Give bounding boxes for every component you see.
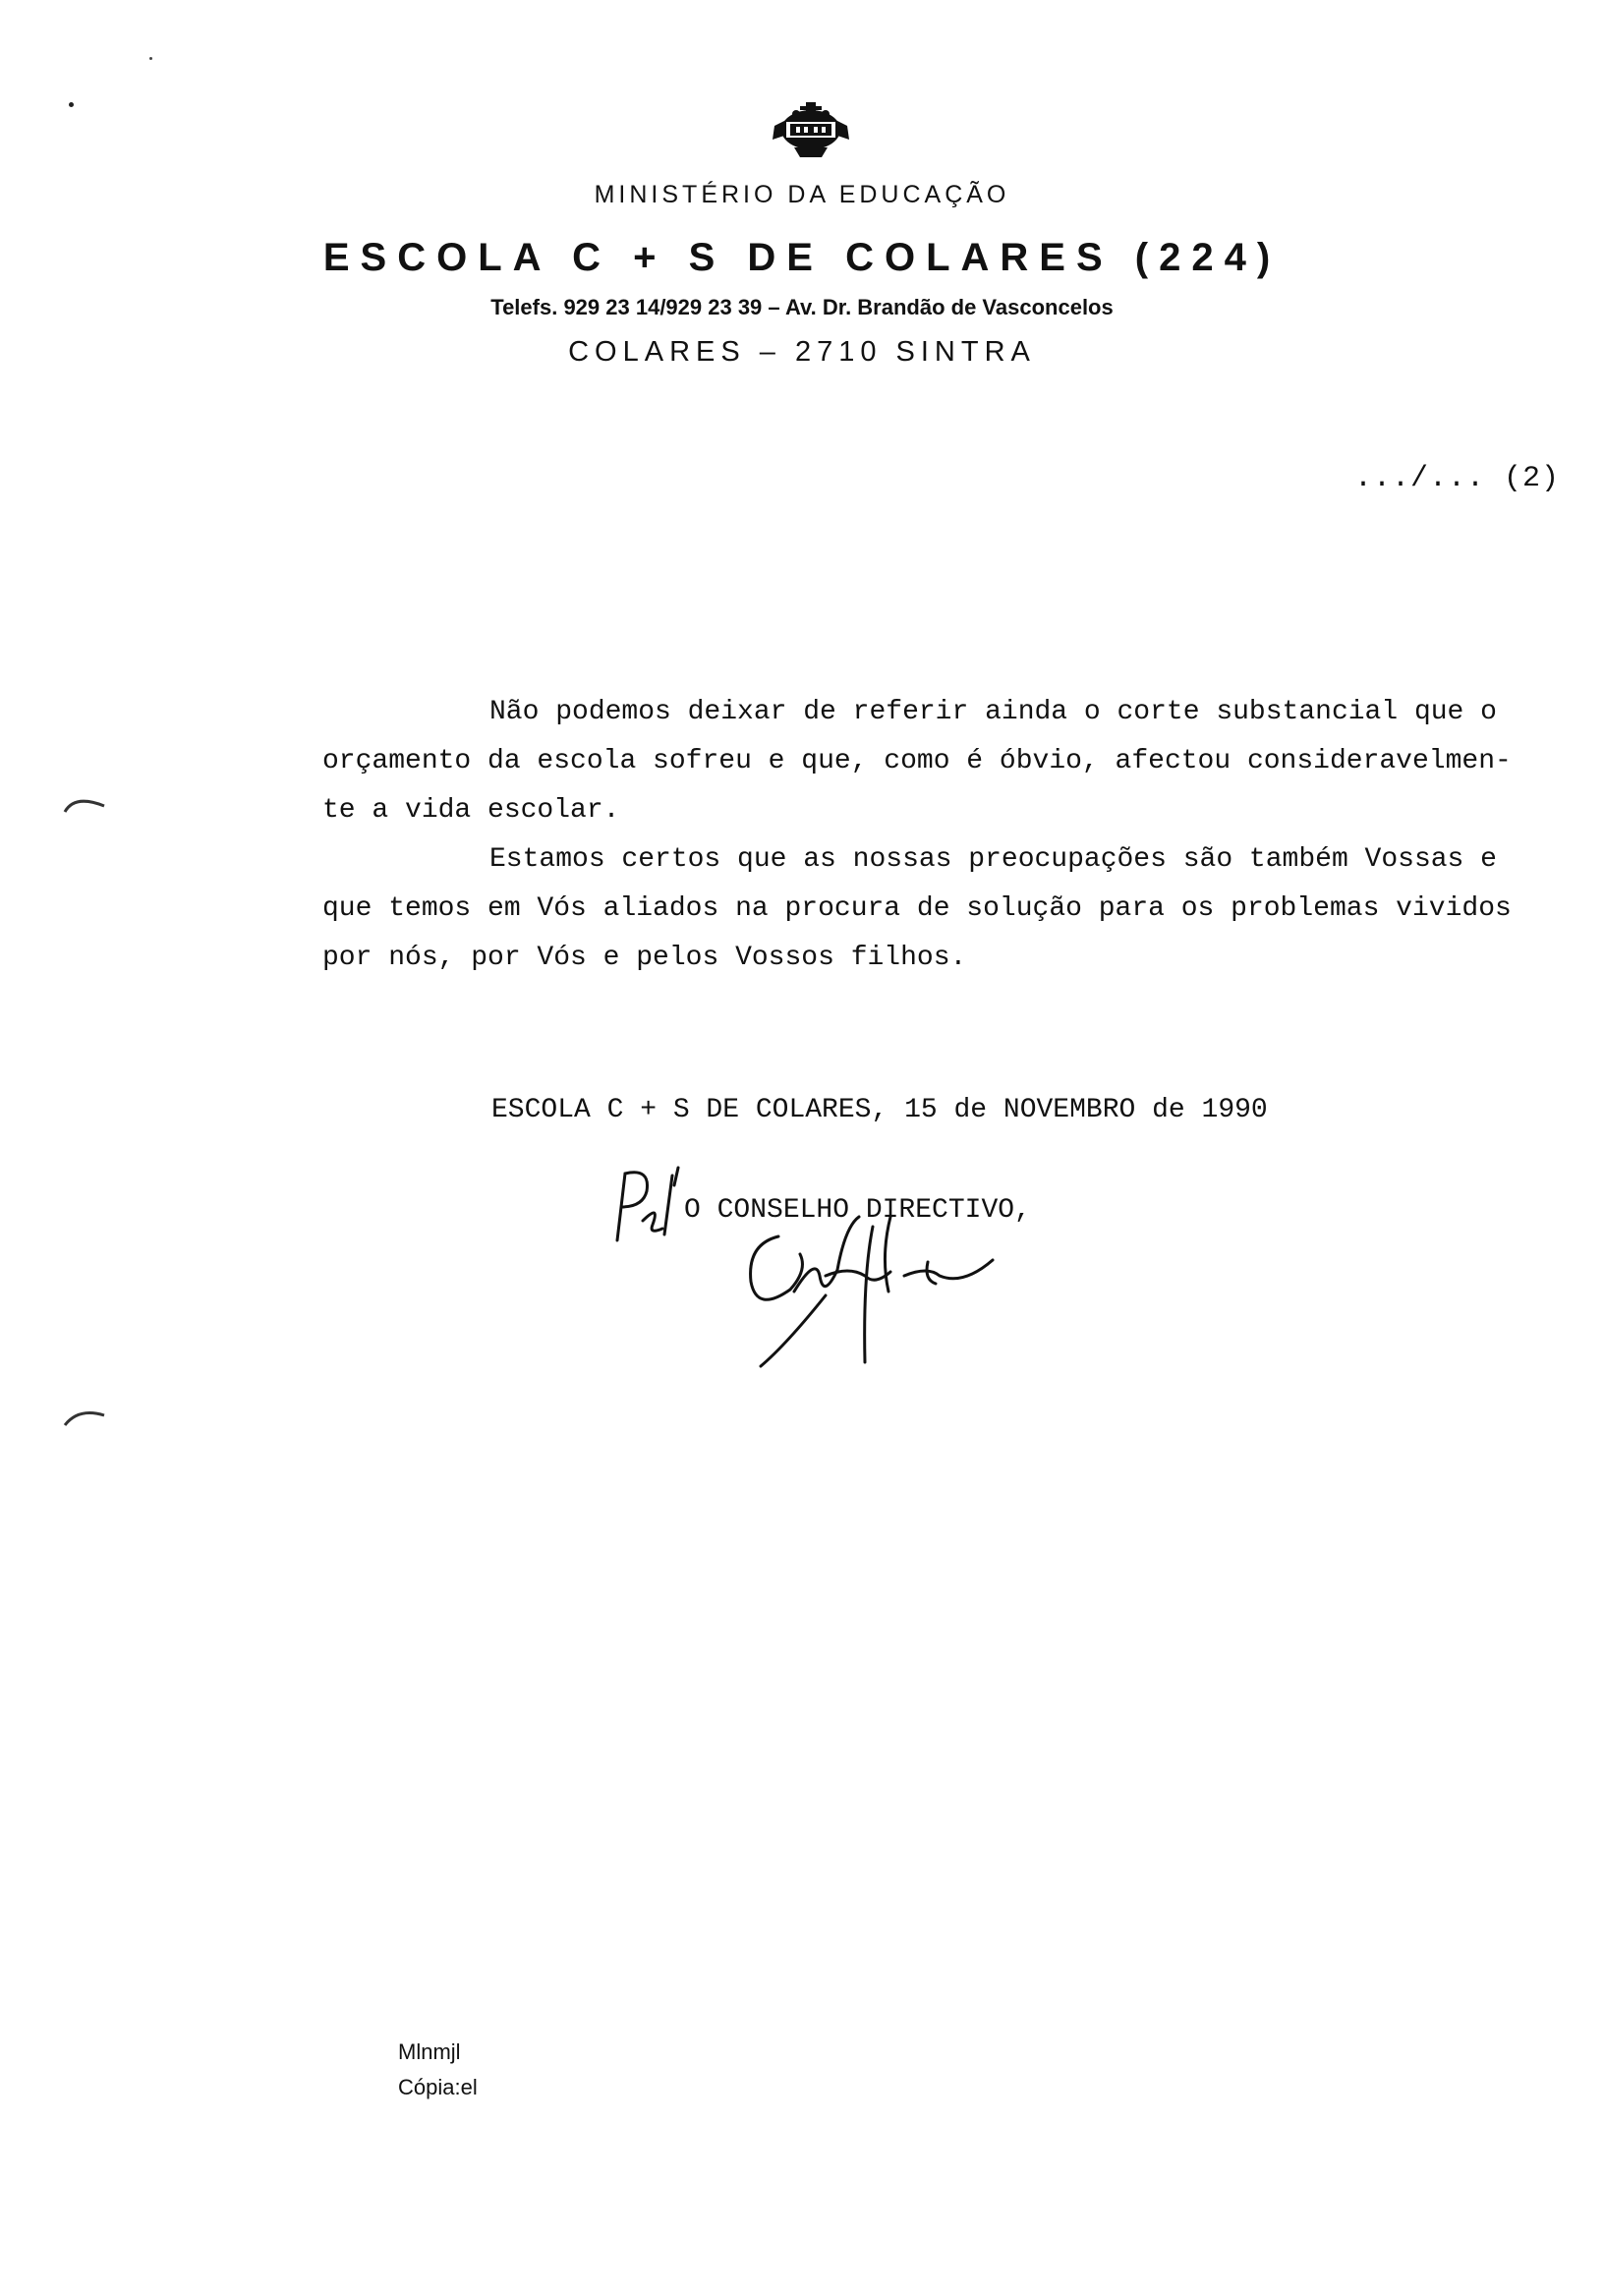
page-reference: .../... (2) <box>1353 462 1560 495</box>
scan-speck <box>149 57 152 60</box>
phones-address: Telefs. 929 23 14/929 23 39 – Av. Dr. Brandão de Vasconcelos <box>490 295 1114 319</box>
reference-initials: Mlnmjl <box>398 2039 461 2064</box>
footer-references <box>398 2035 478 2105</box>
punch-hole-mark <box>61 1402 110 1431</box>
body-line: te a vida escolar. <box>322 795 620 826</box>
body-line: que temos em Vós aliados na procura de solução para os problemas vividos <box>322 893 1512 924</box>
copy-note: Cópia:el <box>398 2075 478 2099</box>
letter-body <box>322 688 1561 983</box>
body-line: Estamos certos que as nossas preocupações são também Vossas e <box>489 844 1497 875</box>
coat-of-arms-icon <box>767 96 855 161</box>
punch-hole-mark <box>61 786 110 816</box>
council-signoff: O CONSELHO DIRECTIVO, <box>684 1195 1031 1226</box>
ministry-name: MINISTÉRIO DA EDUCAÇÃO <box>594 181 1010 208</box>
body-line: orçamento da escola sofreu e que, como é óbvio, afectou consideravelmen- <box>322 746 1512 776</box>
scan-speck <box>69 102 74 107</box>
place-date-line: ESCOLA C + S DE COLARES, 15 de NOVEMBRO de 1990 <box>491 1095 1268 1125</box>
body-line: por nós, por Vós e pelos Vossos filhos. <box>322 943 967 973</box>
handwritten-signature <box>717 1197 1012 1374</box>
body-line: Não podemos deixar de referir ainda o corte substancial que o <box>489 697 1497 727</box>
per-procuration-mark <box>603 1152 692 1250</box>
city-line: COLARES – 2710 SINTRA <box>568 336 1036 368</box>
school-name: ESCOLA C + S DE COLARES (224) <box>322 236 1282 279</box>
